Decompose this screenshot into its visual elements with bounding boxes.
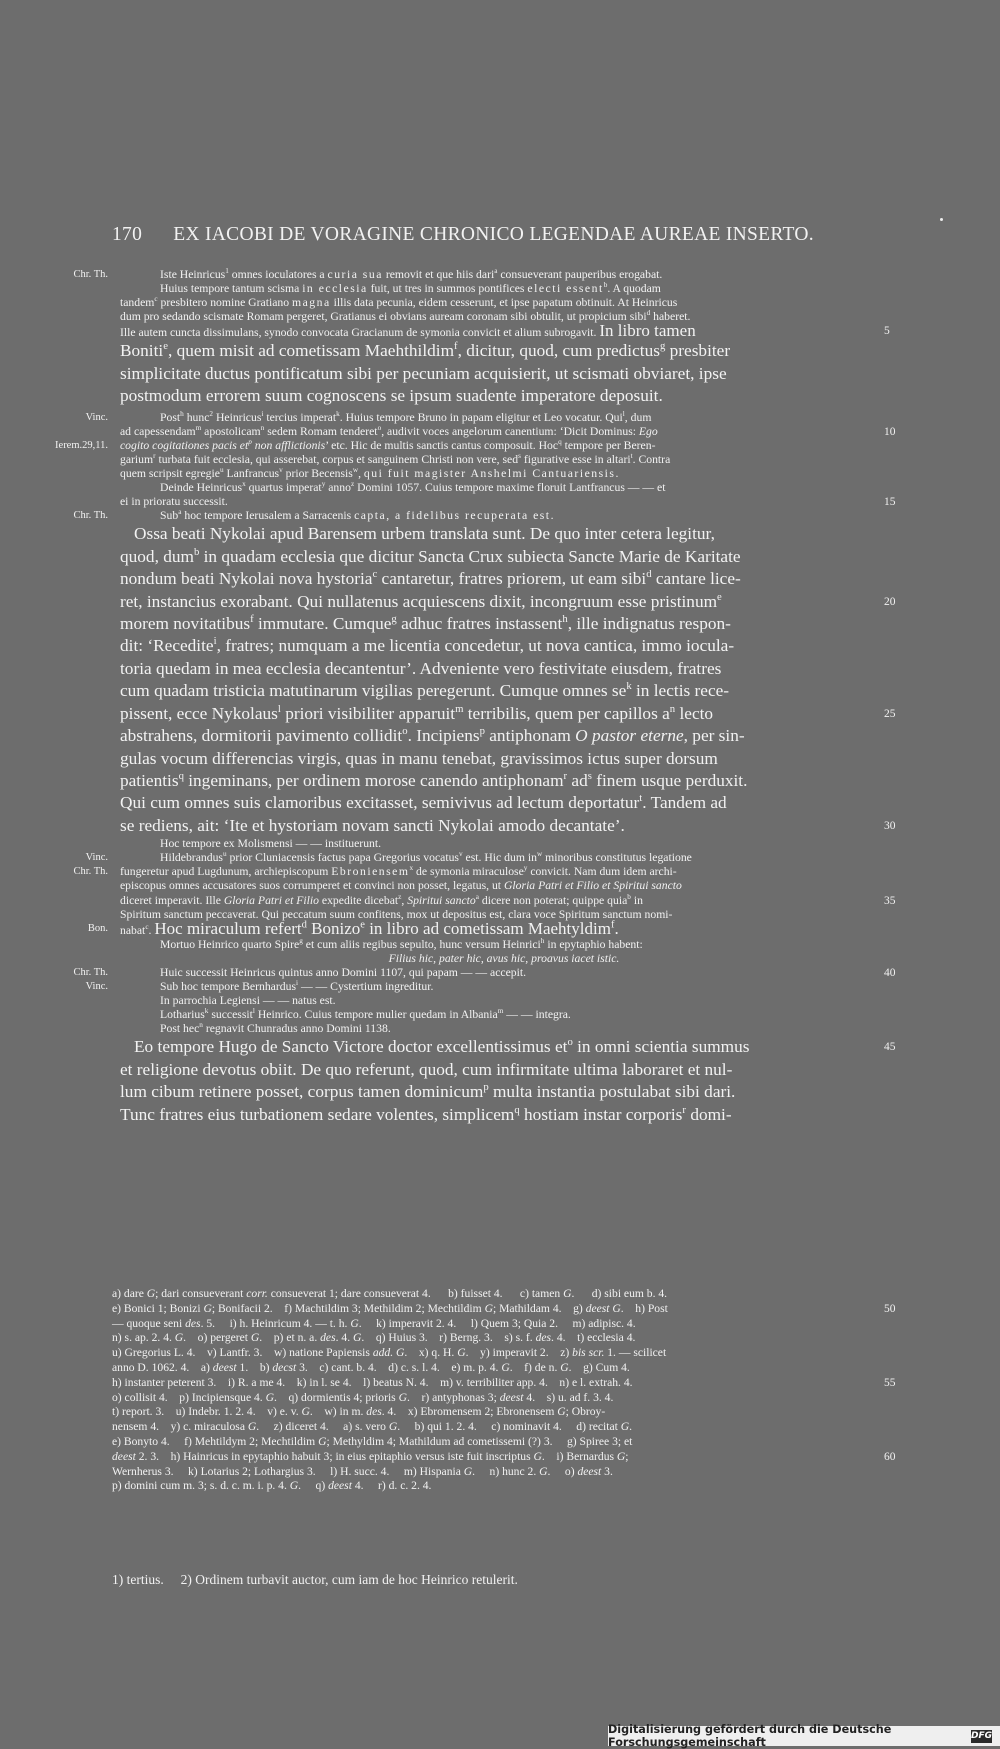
apparatus-line: t) report. 3. u) Indebr. 1. 2. 4. v) e. v. G. w) in m. des. 4. x) Ebromensem 2; Ebronensem G; Obroy-: [112, 1405, 606, 1419]
apparatus-line: e) Bonici 1; Bonizi G; Bonifacii 2. f) Machtildim 3; Methildim 2; Mechtildim G; Mathildam 4. g) deest G. h) Post 50: [112, 1301, 896, 1315]
line-text: Iste Heinricus$^1$ omnes ioculatores a curia sua removit et que hiis dari$^a$ consueverant pauperibus erogabat.: [160, 267, 663, 281]
main-text: [0, 268, 1000, 1126]
scan-speck: [940, 218, 943, 221]
line-number: 15: [884, 496, 896, 509]
line-text: Mortuo Heinrico quarto Spire$^g$ et cum aliis regibus sepulto, hunc versum Heinrici$^h$ in epytaphio habent:: [160, 936, 643, 951]
text-line: [0, 680, 1000, 702]
line-text: Boniti$^e$, quem misit ad cometissam Maehthildim$^f$, dicitur, quod, cum predictus$^g$ presbiter: [120, 340, 731, 361]
line-text: episcopus omnes accusatores suos corrumperet et convinci non posset, legatus, ut Gloria Patri et Filio et Spiritui sancto: [120, 879, 682, 893]
line-text: cogito cogitationes pacis $et^p$ non afflictionis’ etc. Hic de multis sanctis cantus composuit. Hoc$^q$ tempore per Beren-: [120, 437, 656, 452]
line-text: Post$^h$ hunc$^2$ Heinricus$^i$ tercius imperat$^k$. Huius tempore Bruno in papam eligitur et Leo vocatur. Qui$^l$, dum: [160, 409, 652, 424]
text-line: [0, 495, 1000, 509]
line-number: 45: [884, 1041, 896, 1054]
line-text: cum quadam tristicia matutinarum vigilias peregerunt. Cumque omnes $se^k$ in lectis rece-: [120, 680, 730, 701]
line-text: quod, dum$^b$ in quadam ecclesia que dicitur Sancta Crux subiecta Sancte Marie de Karitate: [120, 546, 741, 566]
text-line: [0, 658, 1000, 680]
line-text: Huic successit Heinricus quintus anno Domini 1107, qui papam — — accepit.: [160, 965, 527, 979]
line-text: tandem$^c$ presbitero nomine Gratiano magna illis data pecunia, eidem cesserunt, et ipse papatum obtinuit. At Heinricus: [120, 295, 678, 310]
text-line: [0, 980, 1000, 994]
line-text: ret, instancius exorabant. Qui nullatenus acquiescens dixit, incongruum esse pristinum$^e$: [120, 590, 722, 611]
line-text: dum pro sedando scismate Romam pergeret, Gratianus ei obvians auream coronam sibi obtulit, ut propicium sibi$^d$ haberet.: [120, 309, 691, 324]
line-number: 30: [884, 819, 896, 832]
apparatus-line: Wernherus 3. k) Lotarius 2; Lothargius 3. l) H. succ. 4. m) Hispania G. n) hunc 2. G. o) deest 3.: [112, 1464, 613, 1478]
line-text: Sub hoc tempore Bernhardus$^i$ — — Cystertium ingreditur.: [160, 979, 434, 994]
line-number: 20: [884, 595, 896, 608]
line-text: Tunc fratres eius turbationem sedare volentes, simplicem$^q$ hostiam instar corporis$^r$ domi-: [120, 1103, 732, 1124]
source-note: Vinc.: [85, 852, 108, 864]
apparatus-line: nensem 4. y) c. miraculosa G. z) diceret 4. a) s. vero G. b) qui 1. 2. 4. c) nominavit 4. d) recitat G.: [112, 1420, 633, 1434]
source-note: Bon.: [87, 922, 108, 934]
text-line: [0, 425, 1000, 439]
line-text: Qui cum omnes suis clamoribus excitasset, semivivus ad lectum deportatur$^t$. Tandem ad: [120, 792, 727, 813]
text-line: [0, 851, 1000, 865]
line-text: Spiritum sanctum peccaverat. Qui peccatum suum confitens, mox ut depositus est, clara voce Spiritum sanctum nomi-: [120, 907, 673, 921]
line-text: lum cibum retinere posset, corpus tamen dominicum$^p$ multa instantia postulabat sibi dari.: [120, 1081, 736, 1102]
line-text: Ossa beati Nykolai apud Barensem urbem translata sunt. De quo inter cetera legitur,: [134, 524, 715, 544]
dfg-logo-icon: DFG: [970, 1730, 992, 1741]
line-number: 5: [884, 325, 890, 338]
line-text: Deinde Heinricus$^x$ quartus imperat$^y$ anno$^z$ Domini 1057. Cuius tempore maxime floruit Lantfrancus — — et: [160, 480, 666, 495]
critical-apparatus: [112, 1287, 912, 1494]
apparatus-line: h) instanter peterent 3. i) R. a me 4. k) in l. se 4. l) beatus N. 4. m) v. terribiliter app. 4. n) e l. extrah. 4. 55: [112, 1375, 896, 1389]
line-text: fungeretur apud Lugdunum, archiepiscopum Ebroniensem$^x$ de symonia miraculose$^y$ convicit. Nam dum idem archi-: [120, 864, 677, 879]
line-text: Lotharius$^k$ successit$^l$ Heinrico. Cuius tempore mulier quedam in Albania$^m$ — — integra.: [160, 1007, 571, 1022]
text-line: [0, 591, 1000, 613]
text-line: [0, 385, 1000, 407]
line-text: nondum beati Nykolai nova hystoria$^c$ cantaretur, fratres priorem, ut eam sibi$^d$ cantare lice-: [120, 568, 741, 589]
text-line: [0, 952, 1000, 966]
line-text: Hoc tempore ex Molismensi — — instituerunt.: [160, 837, 382, 851]
source-note: Chr. Th.: [73, 866, 108, 878]
line-text: Eo tempore Hugo de Sancto Victore doctor excellentissimus $et^o$ in omni scientia summus: [134, 1036, 750, 1057]
line-text: nabat$^c$. Hoc miraculum refert$^d$ Bonizo$^e$ in libro ad cometissam Maehtyldim$^f$.: [120, 918, 619, 938]
apparatus-line: a) dare G; dari consueverant corr. consueverat 1; dare consueverat 4. b) fuisset 4. c) tamen G. d) sibi eum b. 4.: [112, 1287, 668, 1300]
source-note: Chr. Th.: [73, 269, 108, 280]
footnote-text: 1) tertius. 2) Ordinem turbavit auctor, cum iam de hoc Heinrico retulerit.: [112, 1572, 518, 1587]
text-line: [0, 725, 1000, 747]
page-number: 170: [112, 224, 143, 245]
line-text: postmodum errorem suum cognoscens se ipsum suadente imperatore deposuit.: [120, 386, 663, 406]
text-line: [0, 439, 1000, 453]
text-line: [0, 1059, 1000, 1081]
text-line: [0, 453, 1000, 467]
line-number: 25: [884, 707, 896, 720]
line-text: In parrochia Legiensi — — natus est.: [160, 994, 336, 1008]
text-line: [0, 340, 1000, 362]
text-line: [0, 748, 1000, 770]
text-line: [0, 1036, 1000, 1058]
line-text: Filius hic, pater hic, avus hic, proavus iacet istic.: [388, 951, 620, 965]
line-text: Hildebrandus$^u$ prior Cluniacensis factus papa Gregorius vocatus$^v$ est. Hic dum $in^w$ minoribus constitutus legatione: [160, 850, 692, 865]
text-line: [0, 1008, 1000, 1022]
line-text: simplicitate ductus pontificatum sibi per pecuniam acquisierit, ut scismati obviaret, ipse: [120, 363, 727, 383]
text-line: [0, 770, 1000, 792]
line-text: quem scripsit egregie$^u$ Lanfrancus$^v$ prior Becensis$^w$, qui fuit magister Anshelmi Cantuariensis.: [120, 466, 619, 481]
text-line: [0, 296, 1000, 310]
source-note: Ierem.29,11.: [55, 439, 108, 451]
text-line: [0, 509, 1000, 523]
line-number: 50: [884, 1302, 896, 1315]
text-line: [0, 268, 1000, 282]
text-line: [0, 282, 1000, 296]
line-text: ei in prioratu successit.: [120, 495, 228, 509]
text-line: [0, 938, 1000, 952]
line-text: Sub$^a$ hoc tempore Ierusalem a Sarracenis capta, a fidelibus recuperata est.: [160, 508, 554, 523]
source-note: Chr. Th.: [73, 966, 108, 978]
text-line: [0, 966, 1000, 980]
text-line: [0, 635, 1000, 657]
line-text: toria quedam in mea ecclesia decantentur’. Adveniente vero festivitate eiusdem, fratres: [120, 658, 722, 678]
line-number: 10: [884, 425, 896, 438]
line-text: Huius tempore tantum scisma in ecclesia fuit, ut tres in summos pontifices electi essent$^b$. A quodam: [160, 281, 661, 296]
source-note: Vinc.: [85, 411, 108, 423]
text-line: [0, 1081, 1000, 1103]
text-line: [0, 411, 1000, 425]
apparatus-line: deest 2. 3. h) Hainricus in epytaphio habuit 3; in eius epitaphio versus iste fuit inscriptus G. i) Bernardus G; 60: [112, 1449, 896, 1463]
line-text: dit: ‘Recedite$^i$, fratres; numquam a me licentia concedetur, ut nova cantica, immo ioculа-: [120, 635, 735, 656]
line-text: Ille autem cuncta dissimulans, synodo convocata Gracianum de symonia convicit et alium subrogavit. In libro tamen: [120, 321, 696, 341]
apparatus-line: — quoque seni des. 5. i) h. Heinricum 4. — t. h. G. k) imperavit 2. 4. l) Quem 3; Quia 2. m) adipisc. 4.: [112, 1316, 636, 1330]
line-text: pissent, ecce Nykolaus$^l$ priori visibiliter apparuit$^m$ terribilis, quem per capillos $a^n$ lecto: [120, 702, 714, 723]
text-line: [0, 918, 1000, 938]
line-text: garium$^r$ turbata fuit ecclesia, qui asserebat, corpus et sanguinem Christi non vere, sed$^s$ figurative esse in altari$^t$. Contra: [120, 452, 671, 466]
text-line: [0, 1022, 1000, 1036]
apparatus-line: u) Gregorius L. 4. v) Lantfr. 3. w) natione Papiensis add. G. x) q. H. G. y) imperavit 2. z) bis scr. 1. — scilicet: [112, 1346, 667, 1360]
text-line: [0, 310, 1000, 324]
apparatus-line: e) Bonyto 4. f) Mehtildym 2; Mechtildim G; Methyldim 4; Mathildum ad cometissemi (?) 3. g) Spiree 3; et: [112, 1434, 633, 1448]
line-text: patientis$^q$ ingeminans, per ordinem morose canendo antiphonam$^r$ $ad^s$ finem usque perduxit.: [120, 770, 748, 790]
source-note: Chr. Th.: [73, 510, 108, 522]
text-line: [0, 894, 1000, 908]
line-text: morem novitatibus$^f$ immutare. Cumque$^g$ adhuc fratres instassent$^h$, ille indignatus respon-: [120, 613, 731, 634]
text-line: [0, 568, 1000, 590]
text-line: [0, 865, 1000, 879]
line-text: abstrahens, dormitorii pavimento collidit$^o$. Incipiens$^p$ antiphonam O pastor eterne, per sin-: [120, 725, 745, 746]
text-line: [0, 613, 1000, 635]
text-line: [0, 523, 1000, 545]
apparatus-line: n) s. ap. 2. 4. G. o) pergeret G. p) et n. a. des. 4. G. q) Huius 3. r) Berng. 3. s) s. f. des. 4. t) ecclesia 4.: [112, 1331, 636, 1345]
line-text: ad capessendam$^m$ apostolicam$^n$ sedem Romam tenderet$^o$, audivit voces angelorum canentium: ‘Dicit Dominus: Ego: [120, 423, 658, 438]
line-text: se rediens, ait: ‘Ite et hystoriam novam sancti Nykolai amodo decantate’.: [120, 815, 625, 835]
text-line: [0, 994, 1000, 1008]
text-line: [0, 363, 1000, 385]
text-line: [0, 703, 1000, 725]
text-line: [0, 837, 1000, 851]
header-title: EX IACOBI DE VORAGINE CHRONICO LEGENDAE AUREAE INSERTO.: [173, 224, 814, 245]
text-line: [0, 481, 1000, 495]
text-line: [0, 792, 1000, 814]
apparatus-line: p) domini cum m. 3; s. d. c. m. i. p. 4. G. q) deest 4. r) d. c. 2. 4.: [112, 1479, 432, 1493]
line-number: 55: [884, 1376, 896, 1389]
text-line: [0, 879, 1000, 893]
dfg-footer[interactable]: [608, 1723, 1000, 1749]
line-text: gulas vocum differencias virgis, quas in manu tenebat, gravissimos ictus super dorsum: [120, 748, 718, 768]
line-text: et religione devotus obiit. De quo referunt, quod, cum infirmitate ultima laboraret et nul-: [120, 1059, 733, 1079]
running-header: [112, 224, 832, 246]
line-number: 35: [884, 894, 896, 907]
source-note: Vinc.: [85, 981, 108, 993]
text-line: [0, 1104, 1000, 1126]
apparatus-line: o) collisit 4. p) Incipiensque 4. G. q) dormientis 4; prioris G. r) antyphonas 3; deest 4. s) u. ad f. 3. 4.: [112, 1390, 614, 1404]
footnotes: [112, 1572, 852, 1588]
text-line: [0, 321, 1000, 341]
line-text: Post hec$^n$ regnavit Chunradus anno Domini 1138.: [160, 1021, 391, 1036]
apparatus-line: anno D. 1062. 4. a) deest 1. b) decst 3. c) cant. b. 4. d) c. s. l. 4. e) m. p. 4. G. f) de n. G. g) Cum 4.: [112, 1360, 630, 1374]
line-number: 40: [884, 966, 896, 979]
line-text: diceret imperavit. Ille Gloria Patri et Filio expedite dicebat$^z$, Spiritui sancto$^a$ dicere non poterat; quippe quia$^b$ in: [120, 892, 643, 907]
text-line: [0, 546, 1000, 568]
footer-text: Digitalisierung gefördert durch die Deutsche Forschungsgemeinschaft: [608, 1723, 892, 1749]
text-line: [0, 467, 1000, 481]
text-line: [0, 815, 1000, 837]
line-number: 60: [884, 1450, 896, 1463]
